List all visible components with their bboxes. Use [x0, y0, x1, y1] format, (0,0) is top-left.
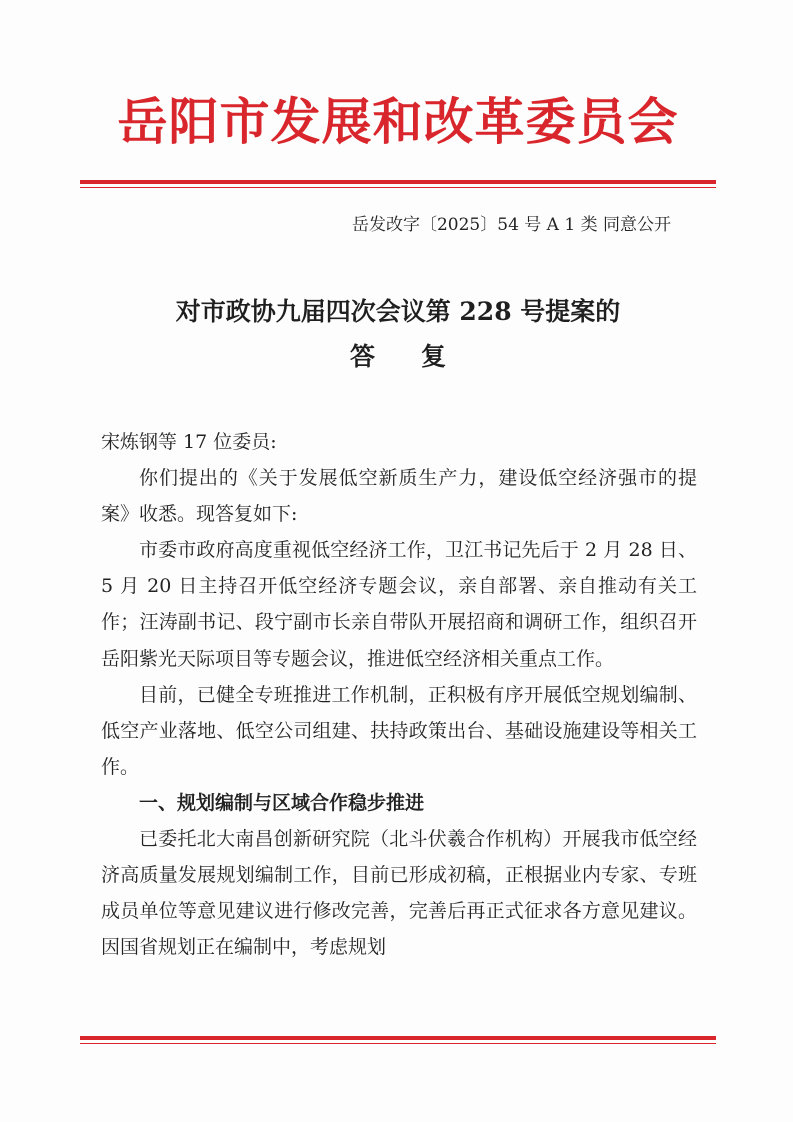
document-title-line1: 对市政协九届四次会议第 228 号提案的	[175, 297, 621, 326]
document-number: 岳发改字〔2025〕54 号 A 1 类 同意公开	[351, 215, 671, 235]
letterhead-top-rule	[80, 180, 716, 188]
body-paragraph: 目前，已健全专班推进工作机制，正积极有序开展低空规划编制、低空产业落地、低空公司组建、扶持政策出台、基础设施建设等相关工作。	[101, 683, 697, 778]
rule-thick-line	[80, 180, 716, 184]
rule-thick-line	[80, 1036, 716, 1040]
document-title-line2: 答复	[349, 342, 492, 371]
page-bottom-rule	[80, 1036, 716, 1044]
rule-thin-line	[80, 187, 716, 188]
document-body	[101, 424, 697, 965]
rule-thin-line	[80, 1043, 716, 1044]
body-paragraph: 市委市政府高度重视低空经济工作，卫江书记先后于 2 月 28 日、5 月 20 日主持召开低空经济专题会议，亲自部署、亲自推动有关工作；汪涛副书记、段宁副市长亲自带队开展招商和调研工作，组织召开岳阳紫光天际项目等专题会议，推进低空经济相关重点工作。	[101, 539, 697, 670]
body-paragraph: 已委托北大南昌创新研究院（北斗伏羲合作机构）开展我市低空经济高质量发展规划编制工作，目前已形成初稿，正根据业内专家、专班成员单位等意见建议进行修改完善，完善后再正式征求各方意见建议。因国省规划正在编制中，考虑规划	[101, 828, 697, 959]
letterhead-organization: 岳阳市发展和改革委员会	[117, 92, 679, 151]
salutation: 宋炼钢等 17 位委员:	[101, 431, 277, 453]
body-paragraph: 你们提出的《关于发展低空新质生产力，建设低空经济强市的提案》收悉。现答复如下:	[101, 467, 697, 526]
section-heading: 一、规划编制与区域合作稳步推进	[139, 791, 425, 814]
